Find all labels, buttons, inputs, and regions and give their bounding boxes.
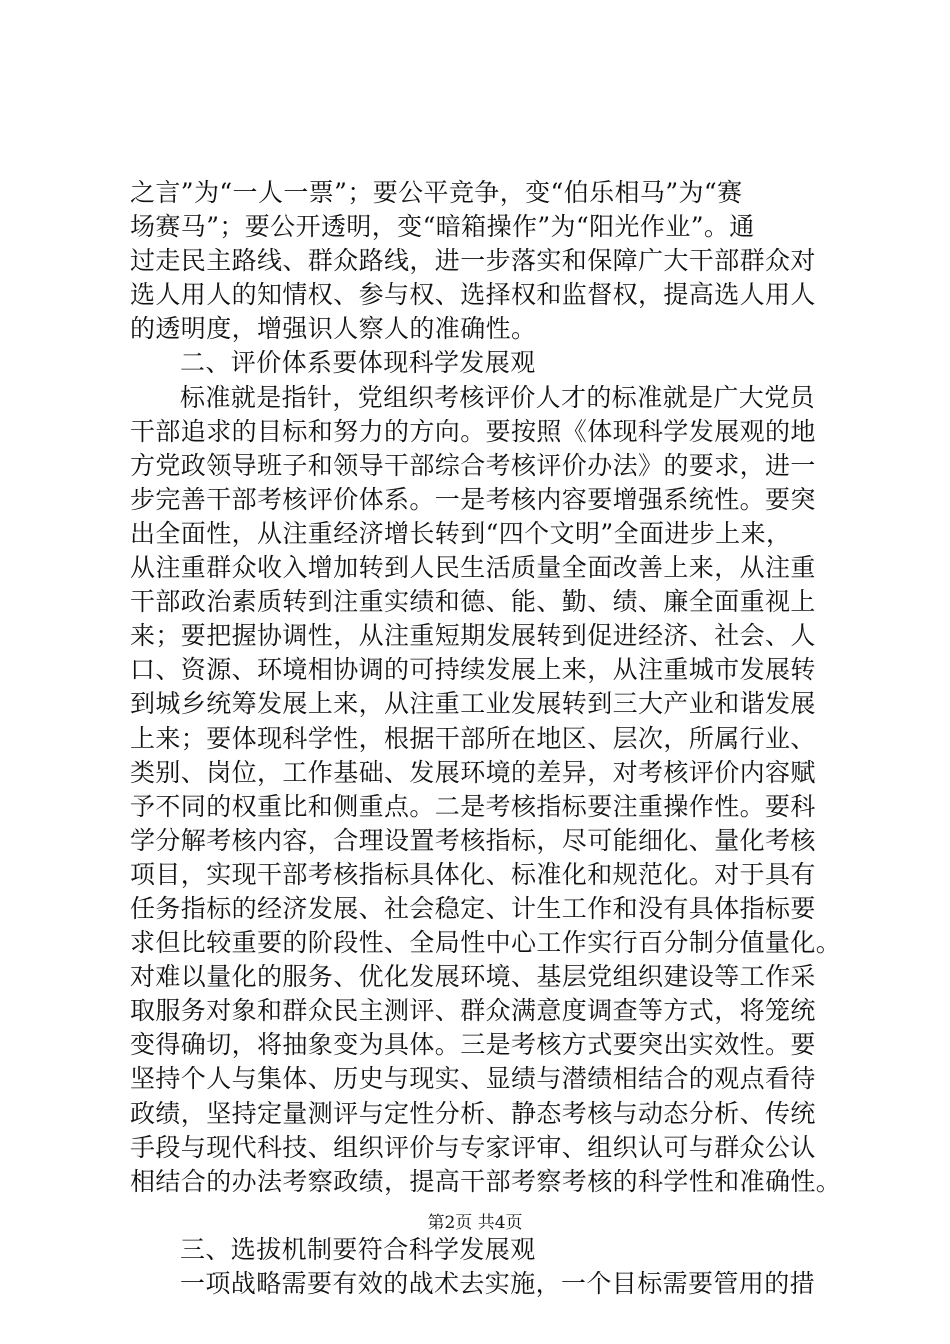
text-line: 口、资源、环境相协调的可持续发展上来，从注重城市发展转: [130, 655, 816, 685]
text-line: 任务指标的经济发展、社会稳定、计生工作和没有具体指标要: [130, 893, 816, 923]
text-line: 对难以量化的服务、优化发展环境、基层党组织建设等工作采: [130, 962, 816, 992]
text-line: 步完善干部考核评价体系。一是考核内容要增强系统性。要突: [130, 484, 816, 514]
text-line: 上来；要体现科学性，根据干部所在地区、层次，所属行业、: [130, 723, 816, 753]
text-line: 来；要把握协调性，从注重短期发展转到促进经济、社会、人: [130, 621, 816, 651]
text-line: 类别、岗位，工作基础、发展环境的差异，对考核评价内容赋: [130, 757, 816, 787]
text-line: 方党政领导班子和领导干部综合考核评价办法》的要求，进一: [130, 450, 816, 480]
text-line: 场赛马”；要公开透明，变“暗箱操作”为“阳光作业”。通: [130, 212, 755, 242]
text-line: 的透明度，增强识人察人的准确性。: [130, 314, 537, 344]
text-line: 干部政治素质转到注重实绩和德、能、勤、绩、廉全面重视上: [130, 587, 816, 617]
text-line: 之言”为“一人一票”；要公平竞争，变“伯乐相马”为“赛: [130, 178, 743, 207]
text-line: 到城乡统筹发展上来，从注重工业发展转到三大产业和谐发展: [130, 689, 816, 719]
text-line: 选人用人的知情权、参与权、选择权和监督权，提高选人用人: [130, 280, 816, 310]
text-line: 予不同的权重比和侧重点。二是考核指标要注重操作性。要科: [130, 791, 816, 821]
text-line: 学分解考核内容，合理设置考核指标，尽可能细化、量化考核: [130, 825, 816, 855]
text-line: 从注重群众收入增加转到人民生活质量全面改善上来，从注重: [130, 553, 816, 583]
text-line: 相结合的办法考察政绩，提高干部考察考核的科学性和准确性。: [130, 1166, 842, 1196]
section-heading: 三、选拔机制要符合科学发展观: [180, 1234, 536, 1264]
text-line: 坚持个人与集体、历史与现实、显绩与潜绩相结合的观点看待: [130, 1064, 816, 1094]
text-line: 取服务对象和群众民主测评、群众满意度调查等方式，将笼统: [130, 996, 816, 1026]
text-line: 政绩，坚持定量测评与定性分析、静态考核与动态分析、传统: [130, 1098, 816, 1128]
section-heading: 二、评价体系要体现科学发展观: [180, 348, 536, 378]
text-line: 干部追求的目标和努力的方向。要按照《体现科学发展观的地: [130, 416, 816, 446]
text-line: 手段与现代科技、组织评价与专家评审、组织认可与群众公认: [130, 1132, 816, 1162]
text-line: 变得确切，将抽象变为具体。三是考核方式要突出实效性。要: [130, 1030, 816, 1060]
document-body: [130, 176, 842, 1301]
text-line: 过走民主路线、群众路线，进一步落实和保障广大干部群众对: [130, 246, 816, 276]
paragraph-first-line: 一项战略需要有效的战术去实施，一个目标需要管用的措: [180, 1269, 816, 1298]
text-line: 出全面性，从注重经济增长转到“四个文明”全面进步上来，: [130, 518, 792, 548]
text-line: 项目，实现干部考核指标具体化、标准化和规范化。对于具有: [130, 859, 816, 889]
page-number-footer: 第2页 共4页: [427, 1213, 523, 1233]
paragraph-first-line: 标准就是指针，党组织考核评价人才的标准就是广大党员: [180, 382, 816, 412]
text-line: 求但比较重要的阶段性、全局性中心工作实行百分制分值量化。: [130, 928, 842, 958]
